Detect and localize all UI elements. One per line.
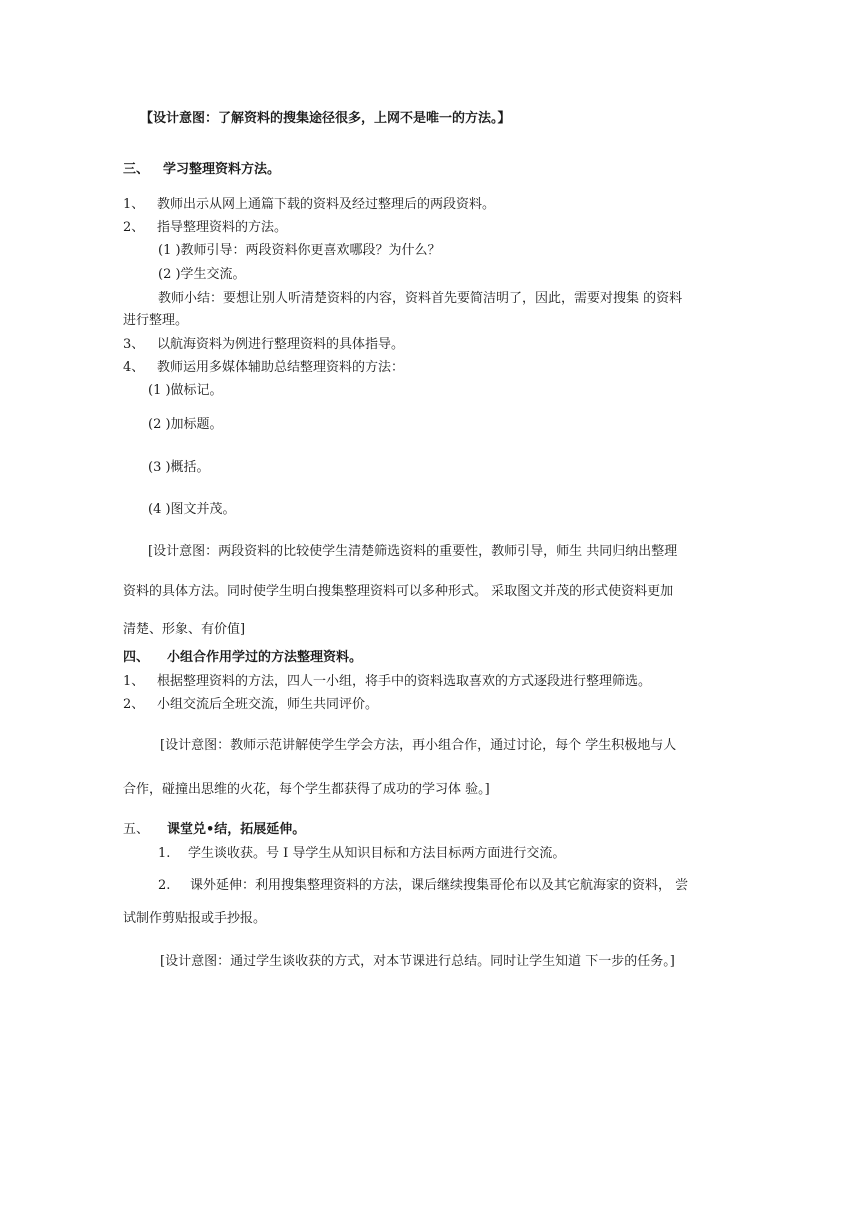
method-item: (1 )做标记。	[148, 383, 223, 398]
intro-design-note: 【设计意图：了解资料的搜集途径很多，上网不是唯一的方法。】	[140, 111, 511, 126]
design-note-line: [设计意图：两段资料的比较使学生清楚筛选资料的重要性，教师引导，师生 共同归纳出整理	[148, 544, 678, 559]
section-4-heading	[123, 649, 362, 667]
section-5-number: 五、	[123, 822, 150, 837]
sub-item: (2 )学生交流。	[158, 267, 246, 282]
section-4-title: 小组合作用学过的方法整理资料。	[167, 650, 363, 665]
section-3-title: 学习整理资料方法。	[163, 162, 281, 177]
sub-item: (1 )教师引导：两段资料你更喜欢哪段？为什么？	[158, 243, 441, 258]
list-item: 2、 小组交流后全班交流，师生共同评价。	[123, 697, 379, 712]
list-item: 2. 课外延伸：利用搜集整理资料的方法，课后继续搜集哥伦布以及其它航海家的资料， 尝	[158, 878, 689, 893]
list-item: 3、 以航海资料为例进行整理资料的具体指导。	[123, 337, 405, 352]
list-item-continuation: 试制作剪贴报或手抄报。	[123, 911, 267, 926]
section-5-heading	[123, 821, 305, 839]
design-note-line: 资料的具体方法。同时使学生明白搜集整理资料可以多种形式。 采取图文并茂的形式使资料更加	[123, 584, 674, 599]
teacher-summary-line: 教师小结：要想让别人听清楚资料的内容，资料首先要简洁明了，因此，需要对搜集 的资料	[158, 291, 683, 306]
design-note-line: [设计意图：教师示范讲解使学生学会方法，再小组合作，通过讨论，每个 学生积极地与人	[160, 738, 677, 753]
method-item: (2 )加标题。	[148, 417, 223, 432]
list-item: 1、 教师出示从网上通篇下载的资料及经过整理后的两段资料。	[123, 197, 496, 212]
section-4-number: 四、	[123, 650, 150, 665]
list-item: 2、 指导整理资料的方法。	[123, 220, 288, 235]
section-5-title: 课堂兑•结，拓展延伸。	[167, 822, 306, 837]
method-item: (4 )图文并茂。	[148, 502, 236, 517]
list-item: 1. 学生谈收获。号 I 导学生从知识目标和方法目标两方面进行交流。	[158, 846, 566, 861]
design-note-line: 合作，碰撞出思维的火花，每个学生都获得了成功的学习体 验。]	[123, 782, 490, 797]
list-item: 1、 根据整理资料的方法，四人一小组，将手中的资料选取喜欢的方式逐段进行整理筛选。	[123, 674, 652, 689]
section-3-heading	[123, 161, 280, 179]
section-3-number: 三、	[123, 162, 150, 177]
design-note-line: 清楚、形象、有价值]	[123, 622, 246, 637]
list-item: 4、 教师运用多媒体辅助总结整理资料的方法：	[123, 360, 405, 375]
method-item: (3 )概括。	[148, 460, 210, 475]
design-note-line: [设计意图：通过学生谈收获的方式，对本节课进行总结。同时让学生知道 下一步的任务。]	[160, 954, 675, 969]
teacher-summary-line: 进行整理。	[123, 313, 189, 328]
